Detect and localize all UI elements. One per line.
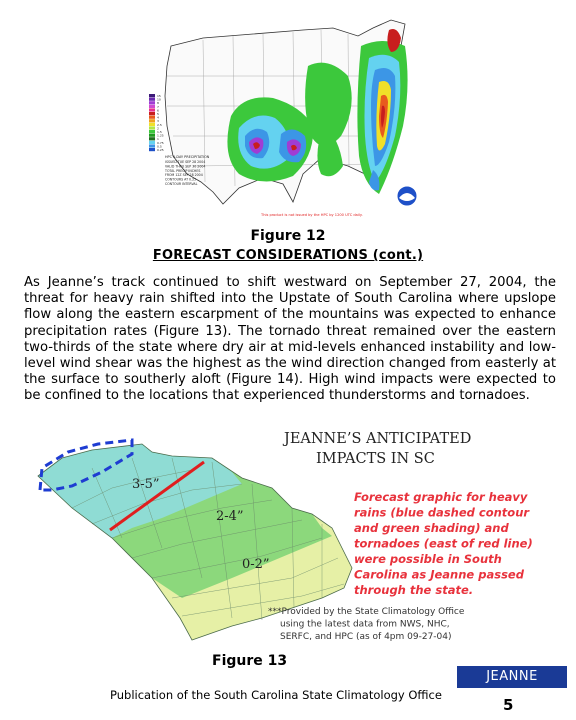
legend-swatch: [149, 137, 155, 140]
legend-value: 8: [157, 101, 159, 106]
note-line: rains (blue dashed contour: [354, 505, 530, 520]
figure12-footnote: This product is not issued by the HPC by 1200 UTC daily.: [261, 213, 363, 217]
legend-value: 0.75: [157, 140, 164, 145]
noaa-logo-icon: [397, 186, 417, 206]
legend-swatch: [149, 101, 155, 104]
credit-line: SERFC, and HPC (as of 4pm 09-27-04): [280, 632, 452, 642]
legend-info-line: CONTOUR INTERVAL: [165, 182, 198, 186]
legend-swatch: [149, 123, 155, 126]
legend-swatch: [149, 112, 155, 115]
legend-info-line: VALID THRU SEP 30 2004: [165, 164, 206, 169]
legend-value: 1.25: [157, 133, 164, 138]
footer-publication: Publication of the South Carolina State Climatology Office: [110, 688, 442, 702]
figure13-title-line2: IMPACTS IN SC: [316, 451, 435, 467]
page-number: 5: [503, 696, 514, 714]
credit-line: using the latest data from NWS, NHC,: [280, 619, 450, 630]
legend-info-line: CONTOURS AT 0.25: [165, 177, 197, 182]
legend-swatch: [149, 148, 155, 151]
legend-info-line: TOTAL PRECIP INCHES: [165, 168, 201, 173]
note-line: Forecast graphic for heavy: [354, 490, 528, 504]
zone-label-3-5: 3-5”: [132, 477, 160, 492]
legend-swatch: [149, 116, 155, 119]
note-line: through the state.: [354, 583, 474, 597]
legend-swatch: [149, 141, 155, 144]
figure-13-caption: Figure 13: [212, 653, 288, 669]
legend-title: HPC 5-DAY PRECIPITATION: [165, 155, 210, 159]
legend-swatch: [149, 134, 155, 137]
figure-13-sc-impacts-map: [32, 428, 556, 658]
legend-value: 0.25: [157, 148, 164, 152]
note-line: and green shading) and: [354, 521, 509, 535]
section-heading: FORECAST CONSIDERATIONS (cont.): [152, 248, 424, 263]
legend-swatch: [149, 98, 155, 101]
legend-swatch: [149, 126, 155, 129]
zone-label-0-2: 0-2”: [242, 557, 270, 572]
legend-value: 2: [157, 126, 159, 131]
legend-info-line: FROM 12Z SEP 28 2004: [165, 173, 203, 178]
legend-value: 6: [157, 108, 159, 113]
body-paragraph: As Jeanne’s track continued to shift westward on September 27, 2004, the threat for heavy rain shifted into the Upstate of South Carolina where upslope flow along the eastern escarpment of the mountains was expected to enhance precipitation rates (Figure 13). The tornado threat remained over the eastern two-thirds of the state where dry air at mid-levels enhanced instability and low-level wind shear was the highest as the wind direction changed from easterly at the surface to southerly aloft (Figure 14). High wind impacts were expected to be confined to the locations that experienced thunderstorms and tornadoes.: [24, 275, 556, 404]
legend-value: 10: [157, 97, 161, 102]
legend-info-line: ISSUED TUE SEP 28 2004: [165, 160, 206, 164]
legend-swatch: [149, 108, 155, 111]
legend-value: 15: [157, 94, 161, 98]
figure13-title-line1: JEANNE’S ANTICIPATED: [284, 431, 472, 447]
figure-12-precip-map: [143, 6, 435, 226]
legend-value: 0.5: [157, 144, 162, 149]
legend-value: 1.5: [157, 130, 162, 134]
legend-value: 1: [157, 137, 159, 142]
figure13-red-note: [354, 490, 533, 597]
note-line: Carolina as Jeanne passed: [354, 567, 524, 582]
figure-12-caption: Figure 12: [250, 228, 326, 244]
legend-swatch: [149, 105, 155, 108]
legend-swatch: [149, 130, 155, 133]
legend-value: 2.5: [157, 122, 162, 127]
legend-value: 5: [157, 112, 159, 116]
credit-line: ***Provided by the State Climatology Office: [268, 607, 465, 617]
legend-value: 7: [157, 104, 159, 109]
legend-swatch: [149, 94, 155, 97]
zone-label-2-4: 2-4”: [216, 509, 244, 524]
jeanne-badge: JEANNE: [457, 666, 567, 688]
note-line: were possible in South: [354, 552, 502, 566]
note-line: tornadoes (east of red line): [354, 536, 533, 551]
legend-swatch: [149, 119, 155, 122]
legend-value: 3: [157, 119, 159, 124]
legend-value: 4: [157, 115, 159, 120]
figure13-credit: [268, 607, 465, 642]
legend-swatch: [149, 144, 155, 147]
